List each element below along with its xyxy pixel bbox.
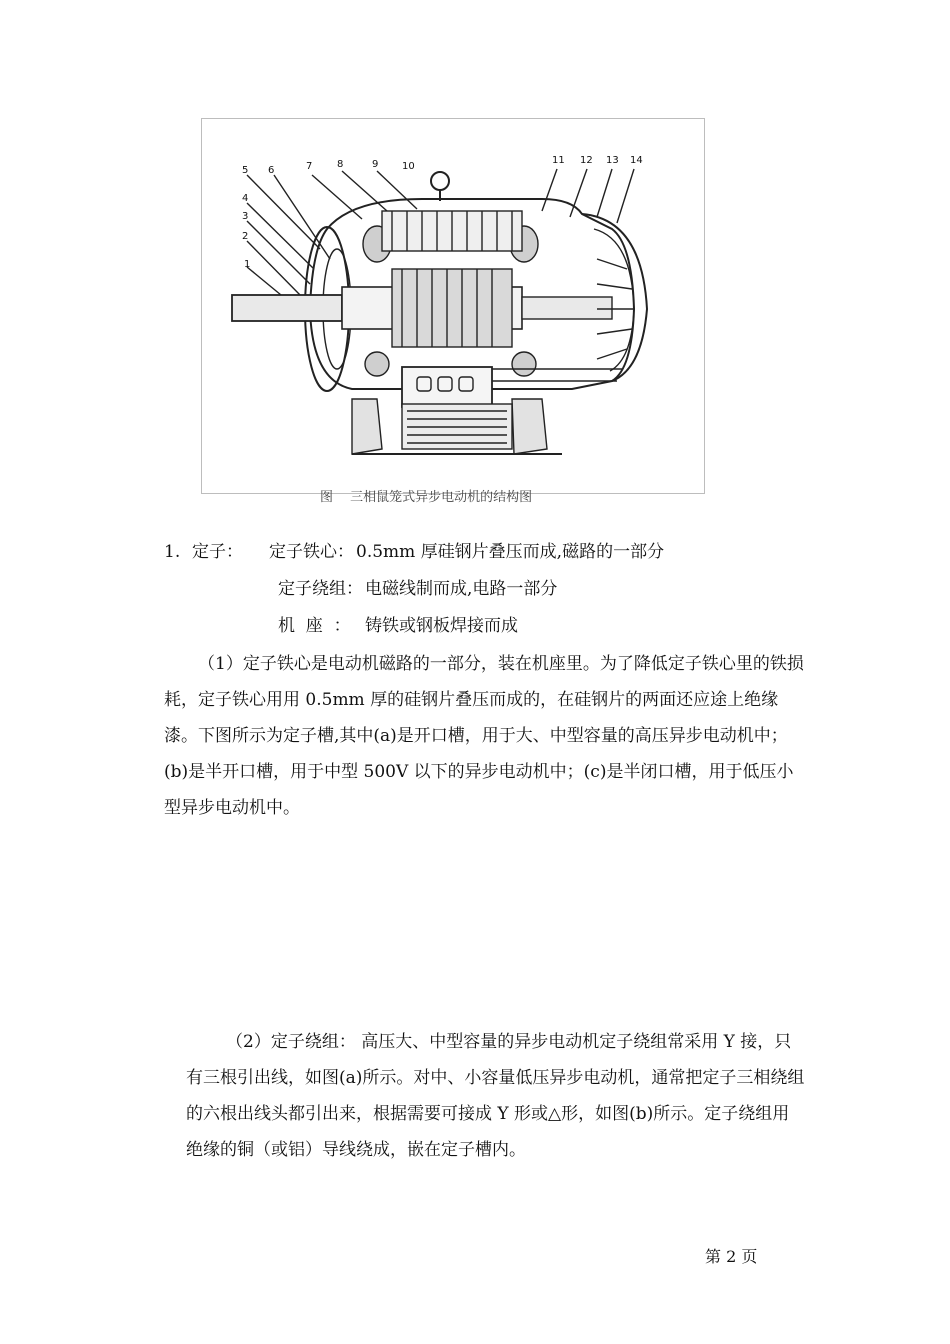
part-label-13: 13 <box>606 155 619 166</box>
list-item-heading: 定子： <box>192 542 243 562</box>
part-label-2: 2 <box>242 231 249 242</box>
motor-cutaway-drawing <box>202 119 706 505</box>
stator-winding-text: 电磁线制而成,电路一部分 <box>365 579 558 599</box>
part-label-3: 3 <box>242 211 249 222</box>
figure-caption: 图 三相鼠笼式异步电动机的结构图 <box>320 490 533 505</box>
part-label-4: 4 <box>242 193 249 204</box>
list-item-number: 1. <box>164 542 181 562</box>
page-number: 第 2 页 <box>705 1247 758 1266</box>
part-label-1: 1 <box>244 259 251 270</box>
paragraph-stator-winding: （2）定子绕组： 高压大、中型容量的异步电动机定子绕组常采用 Y 接，只有三根引出线，如图(a)所示。对中、小容量低压异步电动机，通常把定子三相绕组的六根出线头都引出来，根据需要可接成 Y 形或△形，如图(b)所示。定子绕组用绝缘的铜（或铝）导线绕成，嵌在定子槽内。 <box>186 1032 805 1160</box>
part-label-14: 14 <box>630 155 643 166</box>
part-label-11: 11 <box>552 155 565 166</box>
stator-core-label: 定子铁心： <box>269 542 354 562</box>
part-label-10: 10 <box>402 161 415 172</box>
part-label-12: 12 <box>580 155 593 166</box>
part-label-9: 9 <box>372 159 379 170</box>
part-label-8: 8 <box>337 159 344 170</box>
part-label-7: 7 <box>306 161 313 172</box>
part-label-6: 6 <box>268 165 275 176</box>
part-label-5: 5 <box>242 165 249 176</box>
stator-winding-label: 定子绕组： <box>278 579 363 599</box>
stator-core-text: 0.5mm 厚硅钢片叠压而成,磁路的一部分 <box>356 542 665 562</box>
paragraph-stator-core: （1）定子铁心是电动机磁路的一部分，装在机座里。为了降低定子铁心里的铁损耗，定子铁心用用 0.5mm 厚的硅钢片叠压而成的，在硅钢片的两面还应途上绝缘漆。下图所示为定子槽,其中(a)是开口槽，用于大、中型容量的高压异步电动机中；(b)是半开口槽，用于中型 500V 以下的异步电动机中；(c)是半闭口槽，用于低压小型异步电动机中。 <box>164 654 804 818</box>
frame-label: 机 座 ： <box>278 616 351 636</box>
frame-text: 铸铁或钢板焊接而成 <box>365 616 518 636</box>
motor-cutaway-figure <box>201 118 705 505</box>
